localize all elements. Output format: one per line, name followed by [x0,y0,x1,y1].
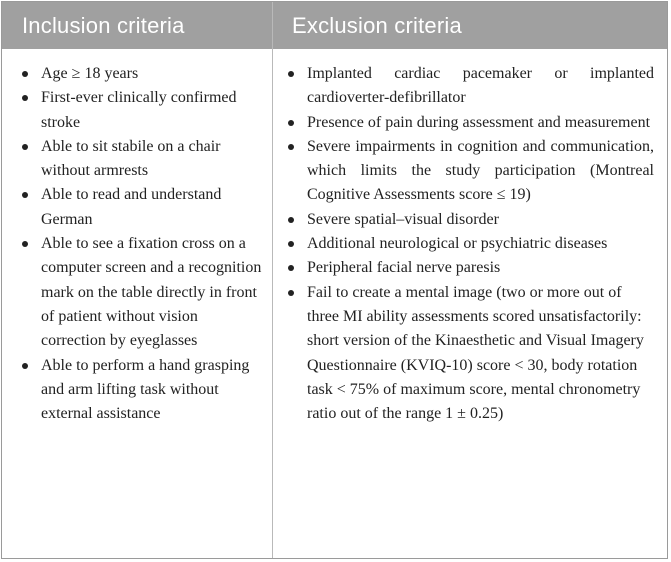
inclusion-item: First-ever clinically confirmed stroke [21,86,266,135]
column-divider [272,2,273,558]
exclusion-item: Implanted cardiac pacemaker or implanted cardioverter-defibrillator [287,62,654,111]
inclusion-item: Able to see a fixation cross on a computer screen and a recognition mark on the table directly in front of patient without vision correction by eyeglasses [21,232,266,353]
criteria-table [1,1,668,559]
inclusion-item: Able to perform a hand grasping and arm lifting task without external assistance [21,354,266,427]
inclusion-item: Age ≥ 18 years [21,62,266,86]
inclusion-item: Able to sit stabile on a chair without armrests [21,135,266,184]
exclusion-item: Presence of pain during assessment and measurement [287,111,654,135]
table-header [2,2,667,49]
exclusion-list [287,62,654,426]
exclusion-item: Severe spatial–visual disorder [287,208,654,232]
exclusion-item: Peripheral facial nerve paresis [287,256,654,280]
exclusion-item: Fail to create a mental image (two or more out of three MI ability assessments scored unsatisfactorily: short version of the Kinaesthetic and Visual Imagery Questionnaire (KVIQ-10) score < 30, body rotation task < 75% of maximum score, mental chronometry ratio out of the range 1 ± 0.25) [287,281,654,427]
inclusion-item: Able to read and understand German [21,183,266,232]
inclusion-header: Inclusion criteria [22,13,185,38]
inclusion-list [21,62,266,426]
exclusion-item: Severe impairments in cognition and communication, which limits the study participation (Montreal Cognitive Assessments score ≤ 19) [287,135,654,208]
exclusion-header: Exclusion criteria [292,13,462,38]
exclusion-item: Additional neurological or psychiatric diseases [287,232,654,256]
